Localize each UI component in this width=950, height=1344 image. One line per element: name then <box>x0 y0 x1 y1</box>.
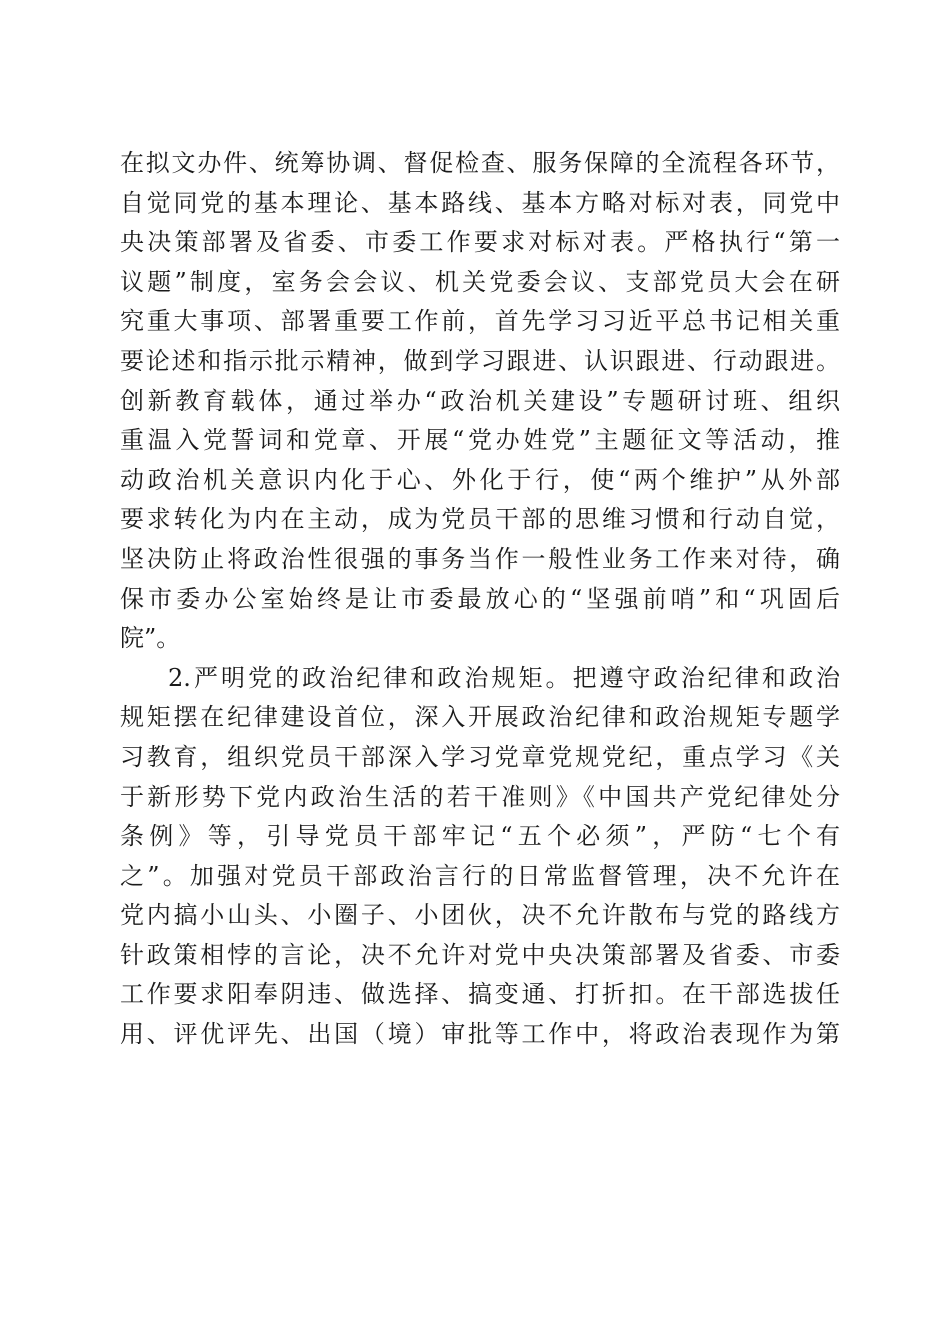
text-line: 用、评优评先、出国（境）审批等工作中，将政治表现作为第 <box>120 1020 840 1049</box>
document-body <box>120 144 840 1055</box>
text-line: 保市委办公室始终是让市委最放心的“坚强前哨”和“巩固后 <box>120 584 840 613</box>
text-line: 习教育，组织党员干部深入学习党章党规党纪，重点学习《关 <box>120 742 840 771</box>
text-line: 工作要求阳奉阴违、做选择、搞变通、打折扣。在干部选拔任 <box>120 980 840 1009</box>
text-line: 动政治机关意识内化于心、外化于行，使“两个维护”从外部 <box>120 465 840 494</box>
text-line: 央决策部署及省委、市委工作要求对标对表。严格执行“第一 <box>120 228 840 257</box>
text-line: 重温入党誓词和党章、开展“党办姓党”主题征文等活动，推 <box>120 426 840 455</box>
text-line: 院”。 <box>120 624 181 653</box>
text-line: 2.严明党的政治纪律和政治规矩。把遵守政治纪律和政治 <box>168 663 840 692</box>
text-line: 规矩摆在纪律建设首位，深入开展政治纪律和政治规矩专题学 <box>120 703 840 732</box>
text-line: 议题”制度，室务会会议、机关党委会议、支部党员大会在研 <box>120 267 840 296</box>
paragraph-2 <box>120 659 840 1055</box>
text-line: 自觉同党的基本理论、基本路线、基本方略对标对表，同党中 <box>120 188 840 217</box>
text-line: 党内搞小山头、小圈子、小团伙，决不允许散布与党的路线方 <box>120 901 840 930</box>
text-line: 究重大事项、部署重要工作前，首先学习习近平总书记相关重 <box>120 307 840 336</box>
text-line: 在拟文办件、统筹协调、督促检查、服务保障的全流程各环节， <box>120 149 840 177</box>
text-line: 要论述和指示批示精神，做到学习跟进、认识跟进、行动跟进。 <box>120 346 840 375</box>
text-line: 条例》等，引导党员干部牢记“五个必须”，严防“七个有 <box>120 822 840 851</box>
paragraph-1 <box>120 144 840 659</box>
text-line: 创新教育载体，通过举办“政治机关建设”专题研讨班、组织 <box>120 386 840 415</box>
text-line: 之”。加强对党员干部政治言行的日常监督管理，决不允许在 <box>120 861 840 890</box>
text-line: 要求转化为内在主动，成为党员干部的思维习惯和行动自觉， <box>120 505 840 534</box>
text-line: 针政策相悖的言论，决不允许对党中央决策部署及省委、市委 <box>120 940 840 969</box>
text-line: 坚决防止将政治性很强的事务当作一般性业务工作来对待，确 <box>120 544 840 573</box>
text-line: 于新形势下党内政治生活的若干准则》《中国共产党纪律处分 <box>120 782 840 811</box>
